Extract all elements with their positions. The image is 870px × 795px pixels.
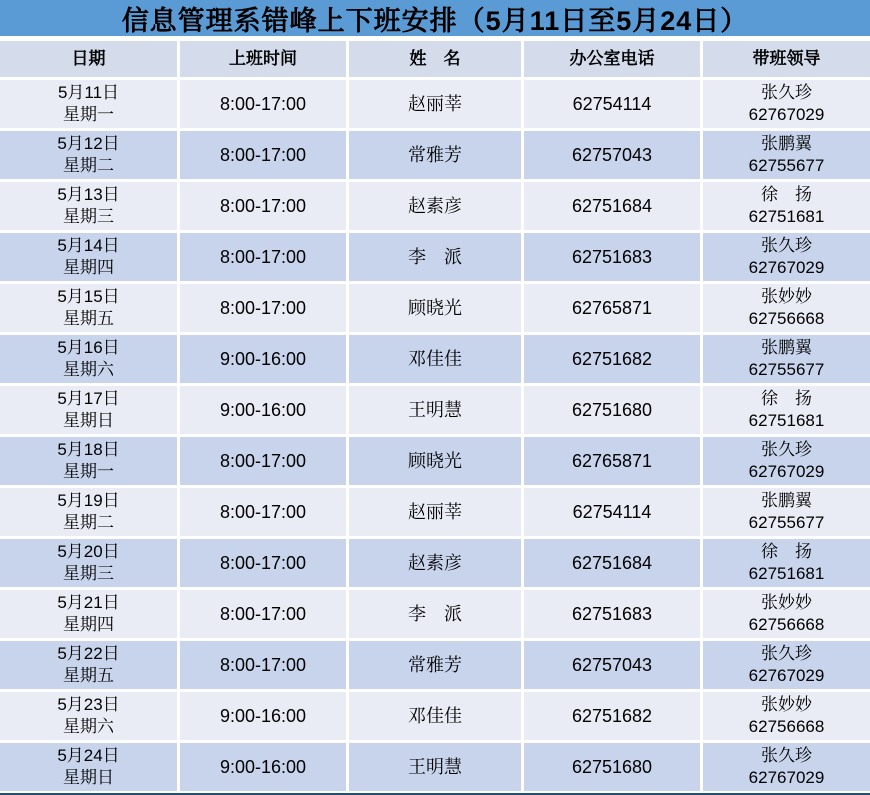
work-time-cell bbox=[180, 335, 346, 383]
date-cell bbox=[0, 539, 177, 587]
name-text: 王明慧 bbox=[408, 757, 462, 777]
date-text: 5月21日 bbox=[57, 593, 120, 612]
date-text: 5月18日 bbox=[57, 440, 120, 459]
name-cell bbox=[349, 590, 521, 638]
duty-leader-cell bbox=[703, 488, 870, 536]
name-cell bbox=[349, 743, 521, 791]
weekday-text: 星期一 bbox=[63, 105, 114, 124]
office-phone-text: 62754114 bbox=[572, 94, 652, 114]
name-cell bbox=[349, 335, 521, 383]
work-time-cell bbox=[180, 437, 346, 485]
weekday-text: 星期日 bbox=[63, 411, 114, 430]
date-cell bbox=[0, 437, 177, 485]
date-cell bbox=[0, 641, 177, 689]
date-text: 5月22日 bbox=[57, 644, 120, 663]
duty-leader-cell bbox=[703, 590, 870, 638]
name-text: 顾晓光 bbox=[408, 451, 462, 471]
name-text: 赵素彦 bbox=[408, 553, 462, 573]
name-text: 常雅芳 bbox=[408, 655, 462, 675]
weekday-text: 星期二 bbox=[63, 513, 114, 532]
duty-leader-name: 张鹏翼 bbox=[761, 134, 812, 153]
work-time-text: 8:00-17:00 bbox=[219, 604, 307, 624]
date-cell bbox=[0, 488, 177, 536]
work-time-cell bbox=[180, 233, 346, 281]
duty-leader-cell bbox=[703, 182, 870, 230]
office-phone-cell bbox=[524, 386, 700, 434]
weekday-text: 星期六 bbox=[63, 717, 114, 736]
name-cell bbox=[349, 641, 521, 689]
duty-leader-cell bbox=[703, 284, 870, 332]
date-cell bbox=[0, 182, 177, 230]
duty-leader-phone: 62751681 bbox=[748, 411, 825, 430]
office-phone-text: 62751683 bbox=[571, 247, 653, 267]
work-time-text: 8:00-17:00 bbox=[219, 247, 307, 267]
duty-leader-phone: 62755677 bbox=[748, 156, 825, 175]
duty-leader-cell bbox=[703, 437, 870, 485]
office-phone-cell bbox=[524, 80, 700, 128]
work-time-text: 8:00-17:00 bbox=[219, 502, 307, 522]
work-time-cell bbox=[180, 386, 346, 434]
duty-leader-name: 张久珍 bbox=[761, 236, 812, 255]
office-phone-cell bbox=[524, 437, 700, 485]
weekday-text: 星期五 bbox=[63, 309, 114, 328]
duty-leader-name: 张久珍 bbox=[761, 83, 812, 102]
name-text: 赵丽莘 bbox=[408, 94, 462, 114]
duty-leader-phone: 62767029 bbox=[748, 105, 825, 124]
weekday-text: 星期四 bbox=[63, 615, 114, 634]
duty-leader-phone: 62755677 bbox=[748, 513, 825, 532]
office-phone-text: 62751680 bbox=[571, 757, 653, 777]
date-text: 5月12日 bbox=[57, 134, 120, 153]
date-cell bbox=[0, 284, 177, 332]
office-phone-text: 62751682 bbox=[571, 706, 653, 726]
office-phone-cell bbox=[524, 131, 700, 179]
name-cell bbox=[349, 182, 521, 230]
name-cell bbox=[349, 131, 521, 179]
name-cell bbox=[349, 437, 521, 485]
name-text: 赵素彦 bbox=[408, 196, 462, 216]
office-phone-text: 62765871 bbox=[571, 298, 653, 318]
date-text: 5月17日 bbox=[57, 389, 120, 408]
work-time-cell bbox=[180, 590, 346, 638]
date-cell bbox=[0, 590, 177, 638]
work-time-text: 8:00-17:00 bbox=[219, 94, 307, 114]
page-title: 信息管理系错峰上下班安排（5月11日至5月24日） bbox=[121, 5, 749, 36]
date-cell bbox=[0, 386, 177, 434]
duty-leader-cell bbox=[703, 131, 870, 179]
weekday-text: 星期三 bbox=[63, 207, 114, 226]
work-time-text: 8:00-17:00 bbox=[219, 196, 307, 216]
work-time-text: 9:00-16:00 bbox=[219, 706, 307, 726]
duty-leader-phone: 62767029 bbox=[748, 768, 825, 787]
name-cell bbox=[349, 80, 521, 128]
duty-leader-cell bbox=[703, 335, 870, 383]
name-text: 顾晓光 bbox=[408, 298, 462, 318]
date-cell bbox=[0, 743, 177, 791]
work-time-cell bbox=[180, 641, 346, 689]
work-time-cell bbox=[180, 743, 346, 791]
office-phone-cell bbox=[524, 233, 700, 281]
duty-leader-name: 张久珍 bbox=[761, 746, 812, 765]
date-text: 5月11日 bbox=[57, 83, 120, 102]
date-text: 5月13日 bbox=[57, 185, 120, 204]
duty-leader-name: 张妙妙 bbox=[761, 593, 812, 612]
work-time-cell bbox=[180, 131, 346, 179]
date-text: 5月16日 bbox=[57, 338, 120, 357]
work-time-text: 8:00-17:00 bbox=[219, 553, 307, 573]
date-text: 5月15日 bbox=[57, 287, 120, 306]
office-phone-cell bbox=[524, 590, 700, 638]
work-time-text: 8:00-17:00 bbox=[219, 655, 307, 675]
office-phone-text: 62751684 bbox=[571, 553, 653, 573]
duty-leader-cell bbox=[703, 641, 870, 689]
work-time-cell bbox=[180, 539, 346, 587]
duty-leader-phone: 62756668 bbox=[748, 615, 825, 634]
date-cell bbox=[0, 692, 177, 740]
column-header-name: 姓 名 bbox=[349, 41, 521, 77]
date-text: 5月24日 bbox=[57, 746, 120, 765]
office-phone-text: 62754114 bbox=[572, 502, 652, 522]
column-header-duty-leader: 带班领导 bbox=[703, 41, 870, 77]
column-header-date: 日期 bbox=[0, 41, 177, 77]
name-cell bbox=[349, 488, 521, 536]
work-time-text: 8:00-17:00 bbox=[219, 145, 307, 165]
office-phone-text: 62757043 bbox=[571, 655, 653, 675]
work-time-text: 9:00-16:00 bbox=[219, 349, 307, 369]
office-phone-text: 62751683 bbox=[571, 604, 653, 624]
duty-leader-cell bbox=[703, 692, 870, 740]
name-text: 王明慧 bbox=[408, 400, 462, 420]
name-cell bbox=[349, 539, 521, 587]
weekday-text: 星期三 bbox=[63, 564, 114, 583]
column-header-office-phone: 办公室电话 bbox=[524, 41, 700, 77]
duty-leader-phone: 62767029 bbox=[748, 258, 825, 277]
name-cell bbox=[349, 233, 521, 281]
duty-leader-name: 徐 扬 bbox=[761, 389, 812, 408]
duty-leader-name: 徐 扬 bbox=[761, 542, 812, 561]
name-text: 李 派 bbox=[408, 247, 462, 267]
date-cell bbox=[0, 233, 177, 281]
name-cell bbox=[349, 692, 521, 740]
duty-leader-phone: 62751681 bbox=[748, 564, 825, 583]
work-time-text: 9:00-16:00 bbox=[219, 757, 307, 777]
name-text: 李 派 bbox=[408, 604, 462, 624]
weekday-text: 星期二 bbox=[63, 156, 114, 175]
date-text: 5月20日 bbox=[57, 542, 120, 561]
name-cell bbox=[349, 386, 521, 434]
office-phone-text: 62765871 bbox=[571, 451, 653, 471]
date-cell bbox=[0, 335, 177, 383]
duty-leader-cell bbox=[703, 80, 870, 128]
work-time-cell bbox=[180, 80, 346, 128]
name-text: 常雅芳 bbox=[408, 145, 462, 165]
duty-leader-phone: 62767029 bbox=[748, 462, 825, 481]
duty-leader-cell bbox=[703, 233, 870, 281]
duty-leader-name: 张妙妙 bbox=[761, 695, 812, 714]
office-phone-text: 62751680 bbox=[571, 400, 653, 420]
office-phone-text: 62751684 bbox=[571, 196, 653, 216]
office-phone-cell bbox=[524, 692, 700, 740]
duty-leader-phone: 62756668 bbox=[748, 717, 825, 736]
office-phone-cell bbox=[524, 743, 700, 791]
duty-leader-name: 徐 扬 bbox=[761, 185, 812, 204]
title-bar bbox=[0, 0, 870, 36]
duty-leader-phone: 62751681 bbox=[748, 207, 825, 226]
name-text: 赵丽莘 bbox=[408, 502, 462, 522]
office-phone-cell bbox=[524, 182, 700, 230]
name-cell bbox=[349, 284, 521, 332]
duty-leader-name: 张鹏翼 bbox=[761, 491, 812, 510]
name-text: 邓佳佳 bbox=[408, 706, 462, 726]
duty-leader-phone: 62755677 bbox=[748, 360, 825, 379]
duty-leader-cell bbox=[703, 743, 870, 791]
duty-leader-name: 张妙妙 bbox=[761, 287, 812, 306]
office-phone-text: 62751682 bbox=[571, 349, 653, 369]
date-cell bbox=[0, 131, 177, 179]
date-text: 5月14日 bbox=[57, 236, 120, 255]
office-phone-cell bbox=[524, 488, 700, 536]
name-text: 邓佳佳 bbox=[408, 349, 462, 369]
weekday-text: 星期六 bbox=[63, 360, 114, 379]
office-phone-cell bbox=[524, 539, 700, 587]
date-text: 5月23日 bbox=[57, 695, 120, 714]
duty-leader-phone: 62767029 bbox=[748, 666, 825, 685]
weekday-text: 星期一 bbox=[63, 462, 114, 481]
weekday-text: 星期四 bbox=[63, 258, 114, 277]
work-time-text: 9:00-16:00 bbox=[219, 400, 307, 420]
column-header-work-time: 上班时间 bbox=[180, 41, 346, 77]
date-text: 5月19日 bbox=[57, 491, 120, 510]
office-phone-cell bbox=[524, 284, 700, 332]
duty-leader-phone: 62756668 bbox=[748, 309, 825, 328]
office-phone-cell bbox=[524, 335, 700, 383]
work-time-cell bbox=[180, 182, 346, 230]
office-phone-cell bbox=[524, 641, 700, 689]
duty-leader-name: 张久珍 bbox=[761, 440, 812, 459]
duty-leader-name: 张久珍 bbox=[761, 644, 812, 663]
work-time-text: 8:00-17:00 bbox=[219, 298, 307, 318]
work-time-cell bbox=[180, 692, 346, 740]
weekday-text: 星期五 bbox=[63, 666, 114, 685]
date-cell bbox=[0, 80, 177, 128]
work-time-text: 8:00-17:00 bbox=[219, 451, 307, 471]
duty-leader-name: 张鹏翼 bbox=[761, 338, 812, 357]
work-time-cell bbox=[180, 488, 346, 536]
schedule-table bbox=[0, 41, 870, 791]
office-phone-text: 62757043 bbox=[571, 145, 653, 165]
duty-leader-cell bbox=[703, 539, 870, 587]
duty-leader-cell bbox=[703, 386, 870, 434]
work-time-cell bbox=[180, 284, 346, 332]
weekday-text: 星期日 bbox=[63, 768, 114, 787]
